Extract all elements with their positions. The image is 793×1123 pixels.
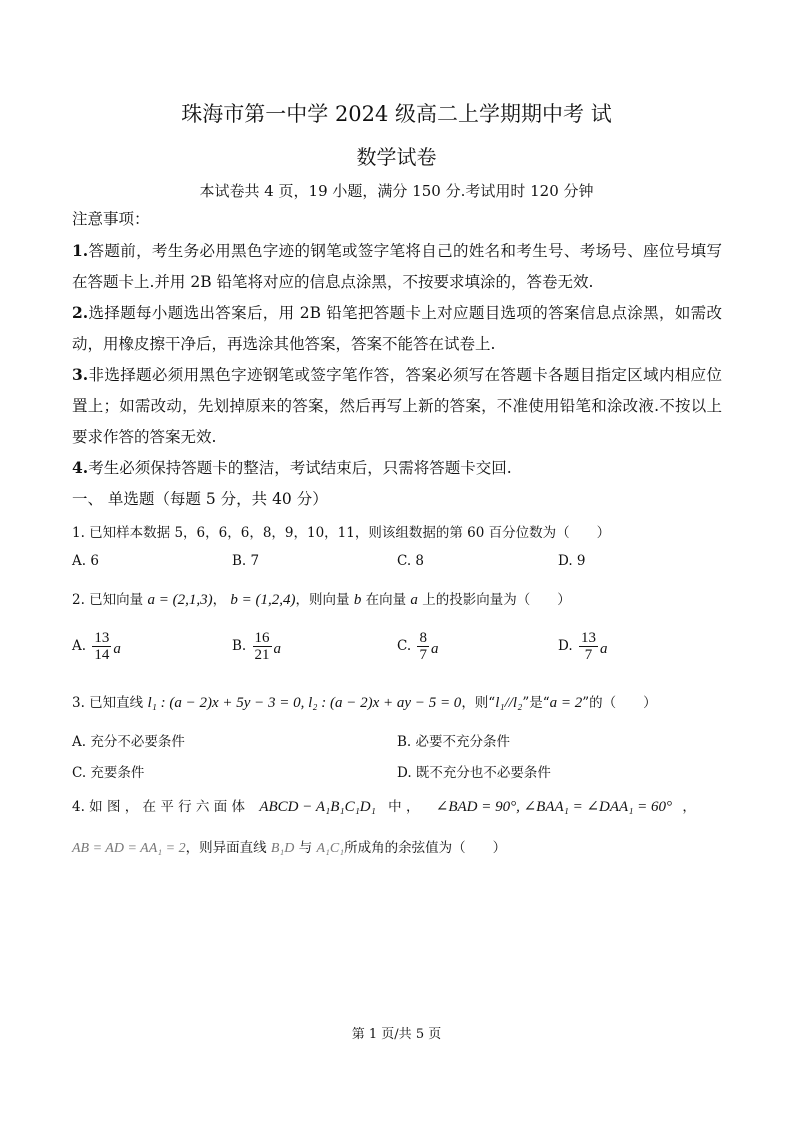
option-label: C. <box>397 638 412 654</box>
fraction <box>417 630 429 663</box>
angle-conditions: ∠BAD = 90°, ∠BAA₁ = ∠DAA₁ = 60° <box>435 799 673 815</box>
question-1-stem: 1. 已知样本数据 5，6，6，6，8，9，10，11，则该组数据的第 60 百分位数为（ ） <box>72 525 611 541</box>
q3-prefix: 3. 已知直线 <box>72 695 144 711</box>
vector-a-definition: a = (2,1,3) <box>147 592 213 608</box>
q2-option-b <box>232 630 281 663</box>
vector-b-name: b <box>353 592 362 608</box>
q2-option-c <box>397 630 438 663</box>
q2-mid: ，则向量 <box>295 592 350 608</box>
numerator: 13 <box>580 630 596 646</box>
q2-suffix: 上的投影向量为（ ） <box>422 592 571 608</box>
length-conditions: AB = AD = AA₁ = 2 <box>72 841 186 856</box>
q3-option-b: B. 必要不充分条件 <box>397 734 511 750</box>
exam-info: 本试卷共 4 页，19 小题，满分 150 分.考试用时 120 分钟 <box>199 182 594 200</box>
note-item-3 <box>72 359 722 453</box>
a-condition: a = 2 <box>549 695 583 711</box>
q3-suffix: ”的（ ） <box>582 695 657 711</box>
q2-mid2: 在向量 <box>365 592 407 608</box>
denominator: 7 <box>419 647 427 663</box>
q4-line2-mid: ，则异面直线 <box>185 840 267 856</box>
vector-b-definition: b = (1,2,4) <box>230 592 296 608</box>
vector-symbol: a <box>430 641 439 657</box>
lines-equations: l₁ : (a − 2)x + 5y − 3 = 0, l₂ : (a − 2)x + ay − 5 = 0 <box>147 695 462 711</box>
exam-title: 珠海市第一中学 2024 级高二上学期期中考 试 <box>181 102 612 126</box>
fraction <box>253 630 272 663</box>
numerator: 13 <box>94 630 110 646</box>
note-text: 考生必须保持答题卡的整洁，考试结束后，只需将答题卡交回. <box>88 459 512 477</box>
question-3-stem <box>72 691 657 712</box>
option-label: D. <box>558 638 573 654</box>
section-heading: 一、 单选题（每题 5 分，共 40 分） <box>72 490 328 508</box>
q4-line2-mid2: 与 <box>298 840 313 856</box>
question-4-line-2 <box>72 836 506 857</box>
q4-line2-end: 所成角的余弦值为（ ） <box>344 840 507 856</box>
option-label: B. <box>232 638 247 654</box>
line-b1d: B₁D <box>270 841 295 856</box>
q2-option-a <box>72 630 121 663</box>
fraction <box>92 630 111 663</box>
notes-heading: 注意事项： <box>72 210 150 228</box>
question-2-stem: 2. 已知向量 a = (2,1,3)， b = (1,2,4)，则向量 b 在向量 a 上的投影向量为（ ） <box>72 592 571 608</box>
q3-option-d: D. 既不充分也不必要条件 <box>397 765 551 781</box>
note-number: 4. <box>72 458 89 477</box>
denominator: 21 <box>254 647 270 663</box>
fraction <box>579 630 598 663</box>
note-number: 2. <box>72 303 89 322</box>
q3-option-a: A. 充分不必要条件 <box>72 734 185 750</box>
vector-symbol: a <box>273 641 282 657</box>
exam-subtitle: 数学试卷 <box>356 145 437 169</box>
q3-mid: ，则“ <box>461 695 496 711</box>
denominator: 14 <box>94 647 110 663</box>
note-item-2 <box>72 297 722 360</box>
q1-option-a: A. 6 <box>72 553 99 569</box>
note-text: 非选择题必须用黑色字迹钢笔或签字笔作答，答案必须写在答题卡各题目指定区域内相应位置上；如需改动，先划掉原来的答案，然后再写上新的答案，不准使用铅笔和涂改液.不按以上要求作答的答案无效. <box>72 366 722 446</box>
denominator: 7 <box>584 647 593 663</box>
note-text: 选择题每小题选出答案后，用 2B 铅笔把答题卡上对应题目选项的答案信息点涂黑，如需改动，用橡皮擦干净后，再选涂其他答案，答案不能答在试卷上. <box>72 304 722 353</box>
q1-option-b: B. 7 <box>232 553 260 569</box>
q3-mid2: ”是“ <box>522 695 550 711</box>
q1-option-d: D. 9 <box>558 553 586 569</box>
page-footer: 第 1 页/共 5 页 <box>351 1027 442 1042</box>
note-text: 答题前，考生务必用黑色字迹的钢笔或签字笔将自己的姓名和考生号、考场号、座位号填写在答题卡上.并用 2B 铅笔将对应的信息点涂黑，不按要求填涂的，答卷无效. <box>72 242 722 291</box>
q4-comma: ， <box>682 799 696 815</box>
numerator: 8 <box>419 630 427 646</box>
vector-symbol: a <box>599 641 608 657</box>
q4-mid: 中 ， <box>388 799 420 815</box>
note-item-1 <box>72 235 722 298</box>
q4-prefix: 4. 如 图 ， 在 平 行 六 面 体 <box>72 799 246 815</box>
note-item-4 <box>72 452 722 484</box>
q3-option-c: C. 充要条件 <box>72 765 145 781</box>
vector-symbol: a <box>113 641 121 657</box>
question-4-line-1 <box>72 795 722 816</box>
note-number: 3. <box>72 365 89 384</box>
option-label: A. <box>72 638 87 654</box>
vector-a-name: a <box>410 592 418 608</box>
parallel-condition: l₁//l₂ <box>495 695 523 711</box>
line-a1c1: A₁C₁ <box>316 841 345 856</box>
note-number: 1. <box>72 241 89 260</box>
q2-prefix: 2. 已知向量 <box>72 592 144 608</box>
q1-option-c: C. 8 <box>397 553 425 569</box>
q2-option-d <box>558 630 607 663</box>
parallelepiped-name: ABCD − A₁B₁C₁D₁ <box>259 799 376 815</box>
numerator: 16 <box>254 630 270 646</box>
